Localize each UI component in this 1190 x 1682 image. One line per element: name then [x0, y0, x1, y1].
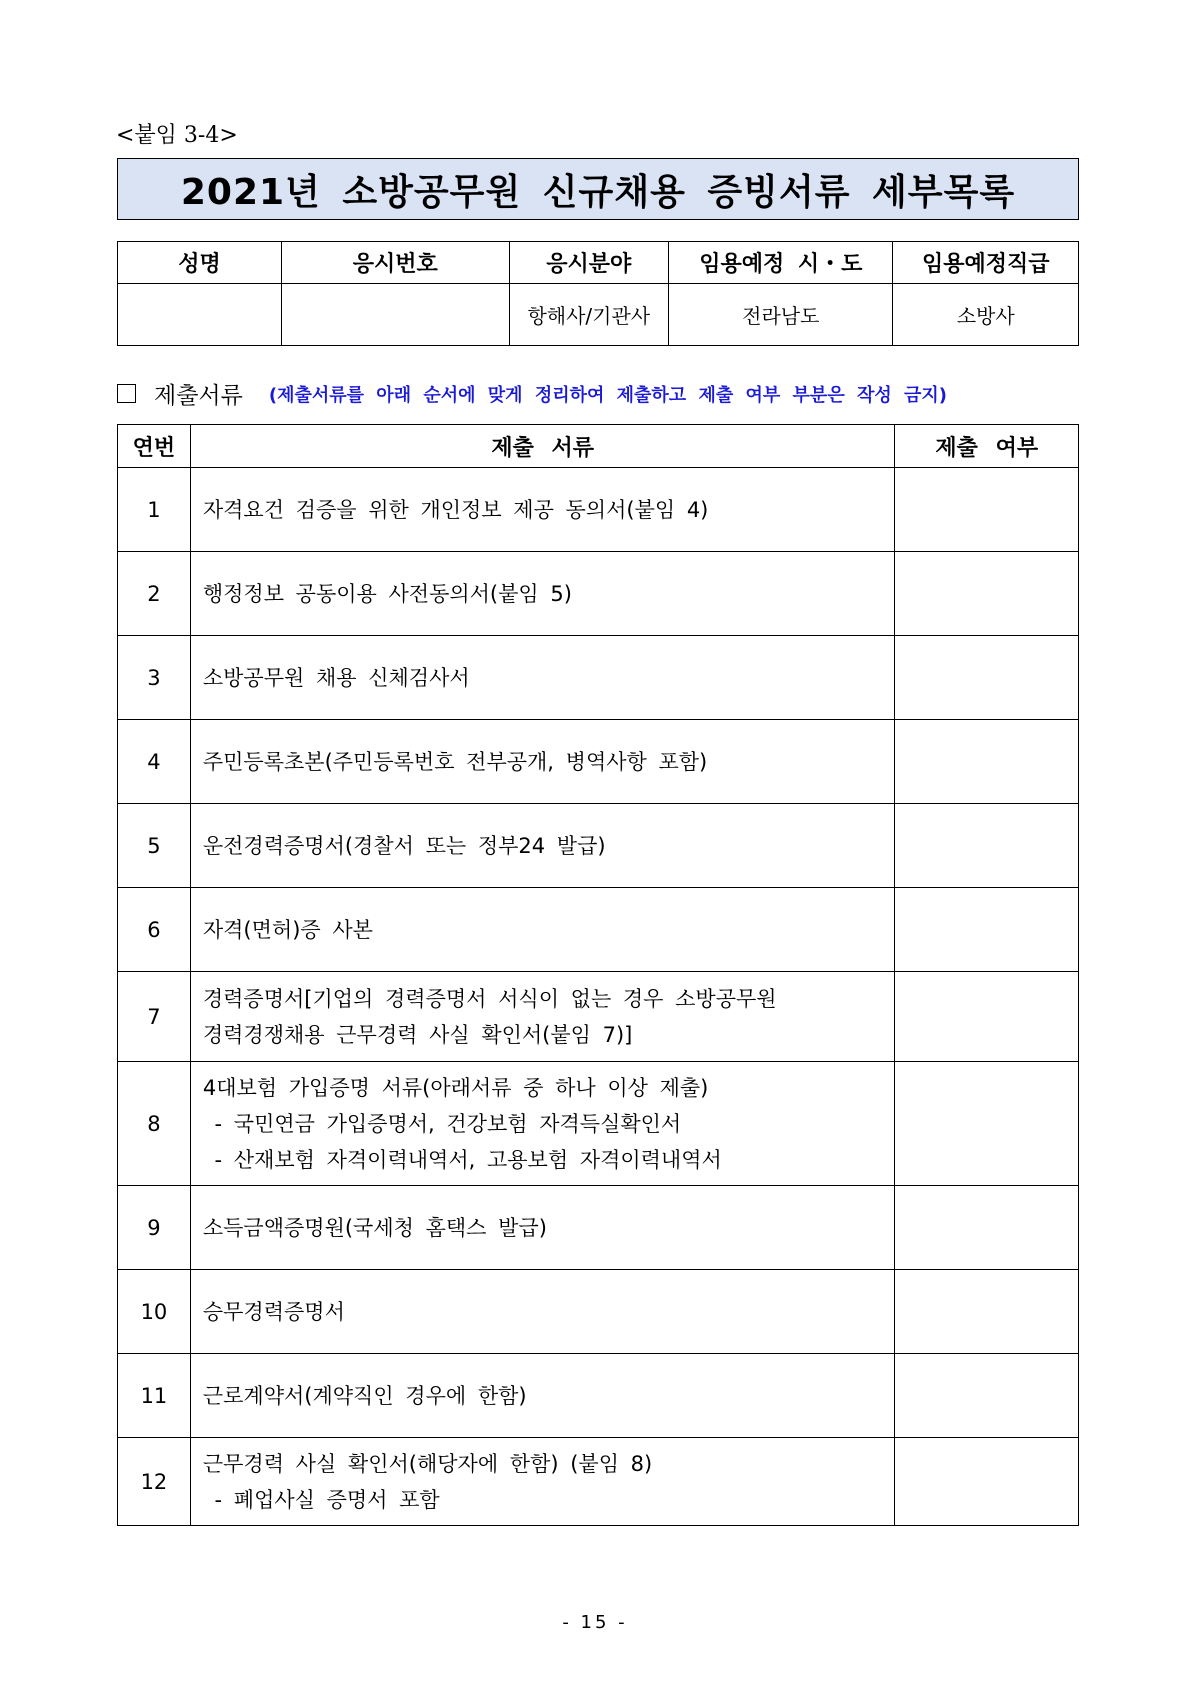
row-submitted: [895, 888, 1079, 972]
header-submitted: 제출 여부: [895, 425, 1079, 468]
section-note: (제출서류를 아래 순서에 맞게 정리하여 제출하고 제출 여부 부분은 작성 금지): [268, 384, 948, 406]
row-document: [190, 1438, 895, 1526]
row-document: [190, 1186, 895, 1270]
row-submitted: [895, 636, 1079, 720]
document-line: - 산재보험 자격이력내역서, 고용보험 자격이력내역서: [202, 1147, 722, 1172]
row-submitted: [895, 1186, 1079, 1270]
page-number: - 15 -: [562, 1612, 628, 1633]
document-line: 자격요건 검증을 위한 개인정보 제공 동의서(붙임 4): [202, 497, 709, 522]
row-number: 1: [118, 468, 191, 552]
row-number: 11: [118, 1354, 191, 1438]
row-number: 9: [118, 1186, 191, 1270]
table-row: [118, 1438, 1079, 1526]
row-number: 7: [118, 972, 191, 1062]
row-number: 6: [118, 888, 191, 972]
row-submitted: [895, 1270, 1079, 1354]
row-document: [190, 1062, 895, 1186]
table-row: [118, 636, 1079, 720]
header-appointment-region: 임용예정 시・도: [669, 242, 893, 284]
row-submitted: [895, 1062, 1079, 1186]
info-header-row: [118, 242, 1079, 284]
row-submitted: [895, 804, 1079, 888]
table-row: [118, 1354, 1079, 1438]
table-row: [118, 1270, 1079, 1354]
document-line: 경력경쟁채용 근무경력 사실 확인서(붙임 7)]: [202, 1022, 633, 1047]
table-row: [118, 972, 1079, 1062]
row-submitted: [895, 720, 1079, 804]
row-number: 4: [118, 720, 191, 804]
row-submitted: [895, 1438, 1079, 1526]
document-line: 주민등록초본(주민등록번호 전부공개, 병역사항 포함): [202, 749, 708, 774]
header-documents: 제출 서류: [190, 425, 895, 468]
value-appointment-region: 전라남도: [669, 284, 893, 346]
documents-body: [118, 468, 1079, 1526]
document-line: 운전경력증명서(경찰서 또는 정부24 발급): [202, 833, 606, 858]
documents-header-row: [118, 425, 1079, 468]
table-row: [118, 1186, 1079, 1270]
header-name: 성명: [118, 242, 282, 284]
attachment-label: <붙임 3-4>: [116, 123, 238, 148]
row-document: [190, 1354, 895, 1438]
table-row: [118, 468, 1079, 552]
row-number: 10: [118, 1270, 191, 1354]
document-line: 소방공무원 채용 신체검사서: [202, 665, 470, 690]
value-exam-field: 항해사/기관사: [509, 284, 669, 346]
document-line: - 폐업사실 증명서 포함: [202, 1487, 440, 1512]
row-document: [190, 720, 895, 804]
document-line: 4대보험 가입증명 서류(아래서류 중 하나 이상 제출): [202, 1075, 709, 1100]
row-number: 8: [118, 1062, 191, 1186]
row-number: 12: [118, 1438, 191, 1526]
document-line: 근로계약서(계약직인 경우에 한함): [202, 1383, 527, 1408]
header-appointment-rank: 임용예정직급: [893, 242, 1079, 284]
row-submitted: [895, 552, 1079, 636]
applicant-info-table: [117, 241, 1079, 346]
row-submitted: [895, 972, 1079, 1062]
document-line: 소득금액증명원(국세청 홈택스 발급): [202, 1215, 547, 1240]
row-submitted: [895, 468, 1079, 552]
document-line: 행정정보 공동이용 사전동의서(붙임 5): [202, 581, 572, 606]
value-name: [118, 284, 282, 346]
header-exam-field: 응시분야: [509, 242, 669, 284]
document-line: 근무경력 사실 확인서(해당자에 한함) (붙임 8): [202, 1451, 653, 1476]
table-row: [118, 720, 1079, 804]
row-submitted: [895, 1354, 1079, 1438]
row-number: 2: [118, 552, 191, 636]
document-line: 승무경력증명서: [202, 1299, 345, 1324]
row-document: [190, 552, 895, 636]
document-line: - 국민연금 가입증명서, 건강보험 자격득실확인서: [202, 1111, 682, 1136]
row-document: [190, 804, 895, 888]
section-title: 제출서류: [154, 383, 243, 409]
table-row: [118, 1062, 1079, 1186]
row-number: 3: [118, 636, 191, 720]
table-row: [118, 888, 1079, 972]
document-line: 경력증명서[기업의 경력증명서 서식이 없는 경우 소방공무원: [202, 986, 777, 1011]
section-heading: [117, 377, 947, 410]
header-exam-number: 응시번호: [281, 242, 509, 284]
header-number: 연번: [118, 425, 191, 468]
table-row: [118, 552, 1079, 636]
document-line: 자격(면허)증 사본: [202, 917, 373, 942]
row-document: [190, 972, 895, 1062]
value-exam-number: [281, 284, 509, 346]
row-document: [190, 636, 895, 720]
checkbox-icon: [117, 384, 136, 403]
info-value-row: [118, 284, 1079, 346]
table-row: [118, 804, 1079, 888]
row-document: [190, 468, 895, 552]
row-document: [190, 888, 895, 972]
row-document: [190, 1270, 895, 1354]
row-number: 5: [118, 804, 191, 888]
value-appointment-rank: 소방사: [893, 284, 1079, 346]
documents-table: [117, 424, 1079, 1526]
document-title: 2021년 소방공무원 신규채용 증빙서류 세부목록: [117, 158, 1079, 220]
